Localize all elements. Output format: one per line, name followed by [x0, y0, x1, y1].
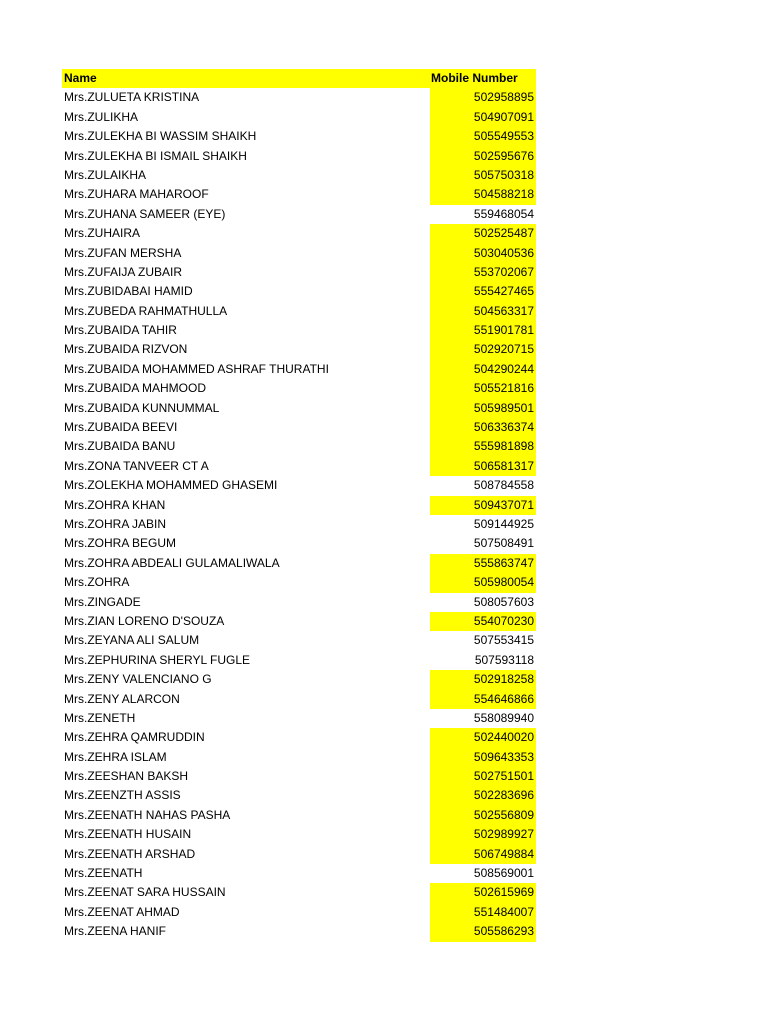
mobile-number-cell: 502958895	[430, 88, 536, 107]
table-row	[62, 670, 536, 689]
mobile-number-cell: 504290244	[430, 360, 536, 379]
name-cell: Mrs.ZUBAIDA RIZVON	[64, 342, 188, 357]
table-row	[62, 457, 536, 476]
table-row	[62, 515, 536, 534]
mobile-number-cell: 504563317	[430, 302, 536, 321]
mobile-number-cell: 502751501	[430, 767, 536, 786]
table-row	[62, 127, 536, 146]
name-cell: Mrs.ZUHARA MAHAROOF	[64, 187, 209, 202]
table-row	[62, 496, 536, 515]
name-cell: Mrs.ZEENAT AHMAD	[64, 904, 180, 919]
table-row	[62, 399, 536, 418]
table-row	[62, 883, 536, 902]
name-cell: Mrs.ZUBEDA RAHMATHULLA	[64, 303, 228, 318]
table-row	[62, 728, 536, 747]
mobile-number-cell: 505521816	[430, 379, 536, 398]
mobile-number-cell: 507593118	[474, 652, 534, 667]
table-body	[62, 88, 536, 941]
mobile-number-cell: 503040536	[430, 244, 536, 263]
name-cell: Mrs.ZULEKHA BI WASSIM SHAIKH	[64, 129, 257, 144]
mobile-number-cell: 555863747	[430, 554, 536, 573]
name-cell: Mrs.ZOHRA	[64, 575, 130, 590]
mobile-number-cell: 507553415	[473, 633, 534, 648]
table-row	[62, 786, 536, 805]
column-header-mobile: Mobile Number	[431, 71, 518, 85]
mobile-number-cell: 506581317	[430, 457, 536, 476]
name-cell: Mrs.ZENETH	[64, 710, 136, 725]
name-cell: Mrs.ZUBAIDA BANU	[64, 439, 176, 454]
mobile-number-cell: 502989927	[430, 825, 536, 844]
name-cell: Mrs.ZONA TANVEER CT A	[64, 458, 209, 473]
name-cell: Mrs.ZENY ALARCON	[64, 691, 180, 706]
name-cell: Mrs.ZEYANA ALI SALUM	[64, 633, 200, 648]
name-cell: Mrs.ZUHAIRA	[64, 226, 140, 241]
table-row	[62, 340, 536, 359]
table-row	[62, 147, 536, 166]
mobile-number-cell: 554070230	[430, 612, 536, 631]
mobile-number-cell: 554646866	[430, 690, 536, 709]
name-cell: Mrs.ZEPHURINA SHERYL FUGLE	[64, 652, 251, 667]
mobile-number-cell: 502525487	[430, 224, 536, 243]
mobile-number-cell: 505989501	[430, 399, 536, 418]
name-cell: Mrs.ZUFAN MERSHA	[64, 245, 182, 260]
table-row	[62, 185, 536, 204]
table-row	[62, 806, 536, 825]
name-cell: Mrs.ZUHANA SAMEER (EYE)	[64, 206, 226, 221]
mobile-number-cell: 551484007	[430, 903, 536, 922]
table-row	[62, 360, 536, 379]
mobile-number-cell: 502918258	[430, 670, 536, 689]
mobile-number-cell: 551901781	[430, 321, 536, 340]
table-row	[62, 825, 536, 844]
name-cell: Mrs.ZUBAIDA TAHIR	[64, 323, 177, 338]
name-cell: Mrs.ZIAN LORENO D'SOUZA	[64, 613, 225, 628]
table-row	[62, 224, 536, 243]
name-cell: Mrs.ZEESHAN BAKSH	[64, 769, 189, 784]
mobile-number-cell: 502595676	[430, 147, 536, 166]
name-cell: Mrs.ZENY VALENCIANO G	[64, 672, 212, 687]
mobile-number-cell: 558089940	[473, 710, 534, 725]
mobile-number-cell: 506749884	[430, 845, 536, 864]
name-cell: Mrs.ZUBAIDA MOHAMMED ASHRAF THURATHI	[64, 361, 329, 376]
table-row	[62, 903, 536, 922]
table-row	[62, 534, 536, 553]
table-row	[62, 593, 536, 612]
name-cell: Mrs.ZINGADE	[64, 594, 141, 609]
column-header-name: Name	[64, 71, 97, 85]
name-cell: Mrs.ZEHRA QAMRUDDIN	[64, 730, 205, 745]
mobile-number-cell: 509643353	[430, 748, 536, 767]
mobile-number-cell: 505586293	[430, 922, 536, 941]
mobile-number-cell: 502440020	[430, 728, 536, 747]
mobile-number-cell: 502556809	[430, 806, 536, 825]
name-cell: Mrs.ZOHRA KHAN	[64, 497, 166, 512]
table-row	[62, 748, 536, 767]
table-row	[62, 437, 536, 456]
mobile-number-cell: 507508491	[473, 536, 534, 551]
name-cell: Mrs.ZEENZTH ASSIS	[64, 788, 181, 803]
name-cell: Mrs.ZOHRA JABIN	[64, 516, 167, 531]
table-row	[62, 476, 536, 495]
mobile-number-cell: 502615969	[430, 883, 536, 902]
table-row	[62, 205, 536, 224]
name-cell: Mrs.ZULAIKHA	[64, 167, 147, 182]
mobile-number-cell: 555427465	[430, 282, 536, 301]
mobile-number-cell: 502283696	[430, 786, 536, 805]
name-cell: Mrs.ZULIKHA	[64, 109, 139, 124]
table-row	[62, 651, 536, 670]
mobile-number-cell: 505549553	[430, 127, 536, 146]
mobile-number-cell: 509144925	[473, 516, 534, 531]
mobile-number-cell: 502920715	[430, 340, 536, 359]
table-row	[62, 321, 536, 340]
name-cell: Mrs.ZULEKHA BI ISMAIL SHAIKH	[64, 148, 247, 163]
mobile-number-cell: 508569001	[473, 866, 534, 881]
name-cell: Mrs.ZEENATH	[64, 866, 143, 881]
table-row	[62, 263, 536, 282]
table-row	[62, 690, 536, 709]
name-cell: Mrs.ZEENA HANIF	[64, 924, 167, 939]
name-cell: Mrs.ZOHRA BEGUM	[64, 536, 177, 551]
name-cell: Mrs.ZUFAIJA ZUBAIR	[64, 264, 183, 279]
table-row	[62, 922, 536, 941]
table-row	[62, 631, 536, 650]
mobile-number-cell: 505980054	[430, 573, 536, 592]
table-row	[62, 709, 536, 728]
name-cell: Mrs.ZOHRA ABDEALI GULAMALIWALA	[64, 555, 280, 570]
name-cell: Mrs.ZULUETA KRISTINA	[64, 90, 200, 105]
table-row	[62, 282, 536, 301]
name-cell: Mrs.ZEENATH HUSAIN	[64, 827, 192, 842]
table-row	[62, 418, 536, 437]
table-row	[62, 864, 536, 883]
table-row	[62, 573, 536, 592]
contact-table	[62, 69, 536, 942]
name-cell: Mrs.ZUBAIDA BEEVI	[64, 420, 178, 435]
table-row	[62, 612, 536, 631]
mobile-number-cell: 508057603	[473, 594, 534, 609]
table-row	[62, 554, 536, 573]
name-cell: Mrs.ZEENATH NAHAS PASHA	[64, 807, 231, 822]
table-row	[62, 767, 536, 786]
name-cell: Mrs.ZUBIDABAI HAMID	[64, 284, 193, 299]
mobile-number-cell: 555981898	[430, 437, 536, 456]
mobile-number-cell: 553702067	[430, 263, 536, 282]
table-row	[62, 379, 536, 398]
mobile-number-cell: 508784558	[473, 478, 534, 493]
table-row	[62, 845, 536, 864]
mobile-number-cell: 505750318	[430, 166, 536, 185]
table-header	[62, 69, 536, 88]
mobile-number-cell: 504588218	[430, 185, 536, 204]
name-cell: Mrs.ZUBAIDA KUNNUMMAL	[64, 400, 220, 415]
name-cell: Mrs.ZEENAT SARA HUSSAIN	[64, 885, 226, 900]
name-cell: Mrs.ZUBAIDA MAHMOOD	[64, 381, 207, 396]
name-cell: Mrs.ZOLEKHA MOHAMMED GHASEMI	[64, 478, 278, 493]
mobile-number-cell: 559468054	[473, 206, 534, 221]
table-row	[62, 166, 536, 185]
name-cell: Mrs.ZEENATH ARSHAD	[64, 846, 196, 861]
table-row	[62, 108, 536, 127]
mobile-number-cell: 506336374	[430, 418, 536, 437]
name-cell: Mrs.ZEHRA ISLAM	[64, 749, 167, 764]
mobile-number-cell: 509437071	[430, 496, 536, 515]
table-row	[62, 244, 536, 263]
table-row	[62, 88, 536, 107]
table-row	[62, 302, 536, 321]
mobile-number-cell: 504907091	[430, 108, 536, 127]
